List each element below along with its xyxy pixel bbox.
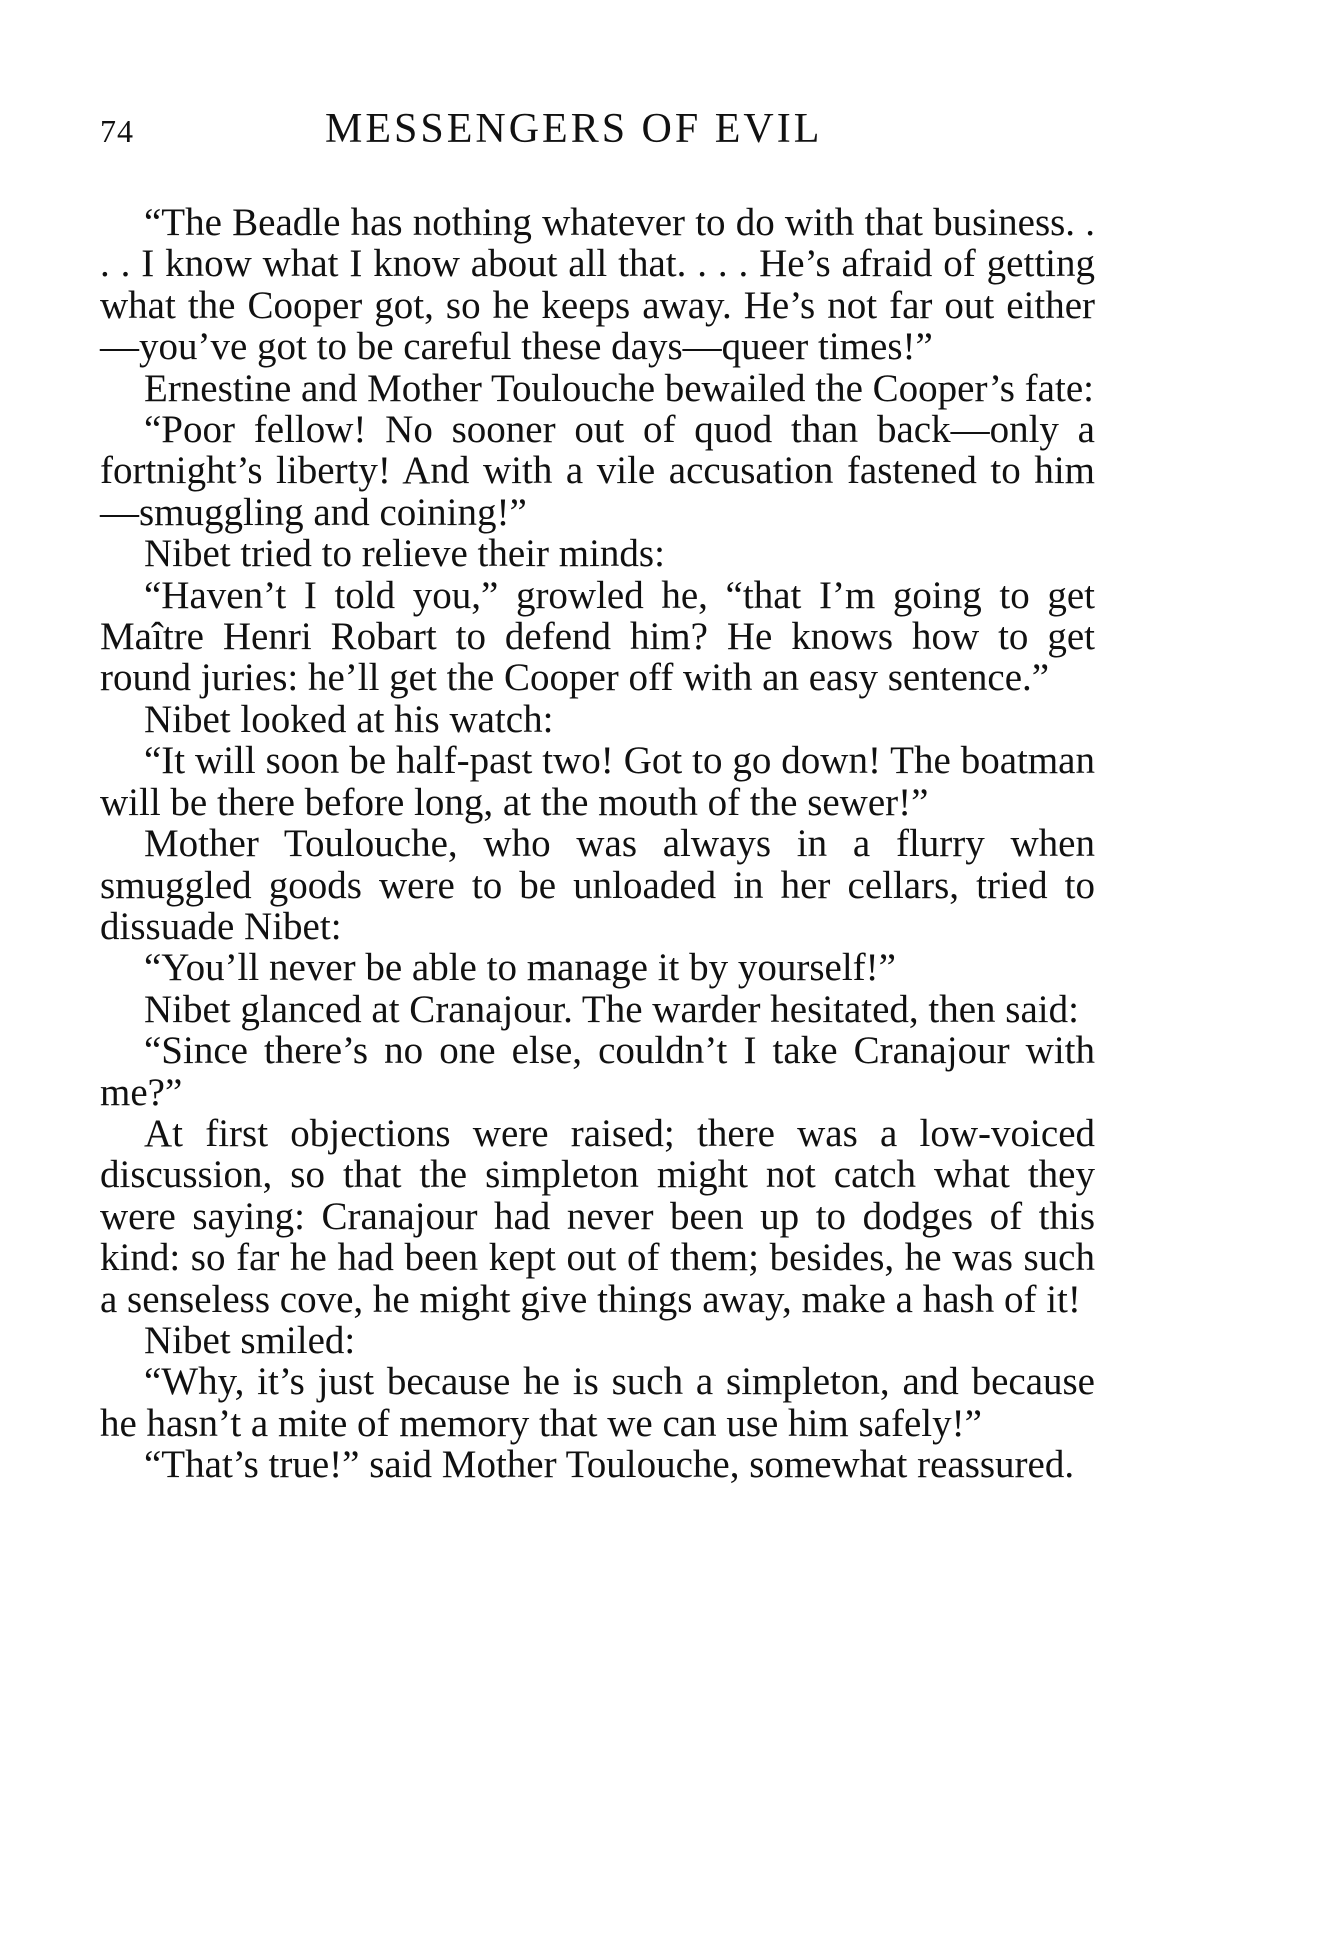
paragraph: “Since there’s no one else, couldn’t I take Cranajour with me?”: [100, 1029, 1095, 1114]
running-title: MESSENGERS OF EVIL: [325, 106, 823, 152]
paragraph: Nibet tried to relieve their minds:: [144, 532, 665, 576]
paragraph: Nibet smiled:: [144, 1318, 356, 1362]
paragraph: “That’s true!” said Mother Toulouche, somewhat reassured.: [144, 1443, 1075, 1487]
paragraph: “It will soon be half-past two! Got to go down! The boatman will be there before long, at the mouth of the sewer!”: [100, 739, 1095, 824]
paragraph: Nibet glanced at Cranajour. The warder hesitated, then said:: [144, 987, 1079, 1031]
paragraph: “Why, it’s just because he is such a simpleton, and because he hasn’t a mite of memory that we can use him safely!”: [100, 1360, 1095, 1445]
paragraph: Ernestine and Mother Toulouche bewailed the Cooper’s fate:: [144, 366, 1094, 410]
page-number: 74: [100, 113, 134, 149]
paragraph: “You’ll never be able to manage it by yourself!”: [144, 946, 896, 990]
paragraph: “Poor fellow! No sooner out of quod than back—only a fortnight’s liberty! And with a vile accusation fastened to him—smuggling and coining!”: [100, 408, 1095, 534]
page-header: [100, 105, 1100, 165]
paragraph: “Haven’t I told you,” growled he, “that I’m going to get Maître Henri Robart to defend him? He knows how to get round juries: he’ll get the Cooper off with an easy sentence.”: [100, 573, 1095, 700]
paragraph: “The Beadle has nothing whatever to do with that business. . . . I know what I know about all that. . . . He’s afraid of getting what the Cooper got, so he keeps away. He’s not far out either—you’ve got to be careful these days—queer times!”: [100, 201, 1095, 369]
paragraph: Mother Toulouche, who was always in a flurry when smuggled goods were to be unloaded in her cellars, tried to dissuade Nibet:: [100, 822, 1095, 948]
paragraph: At first objections were raised; there was a low-voiced discussion, so that the simpleton might not catch what they were saying: Cranajour had never been up to dodges of this kind: so far he had been kept out of them; besides, he was such a senseless cove, he might give things away, make a hash of it!: [100, 1111, 1095, 1321]
body-text: [100, 202, 1095, 1486]
paragraph: Nibet looked at his watch:: [144, 697, 554, 741]
